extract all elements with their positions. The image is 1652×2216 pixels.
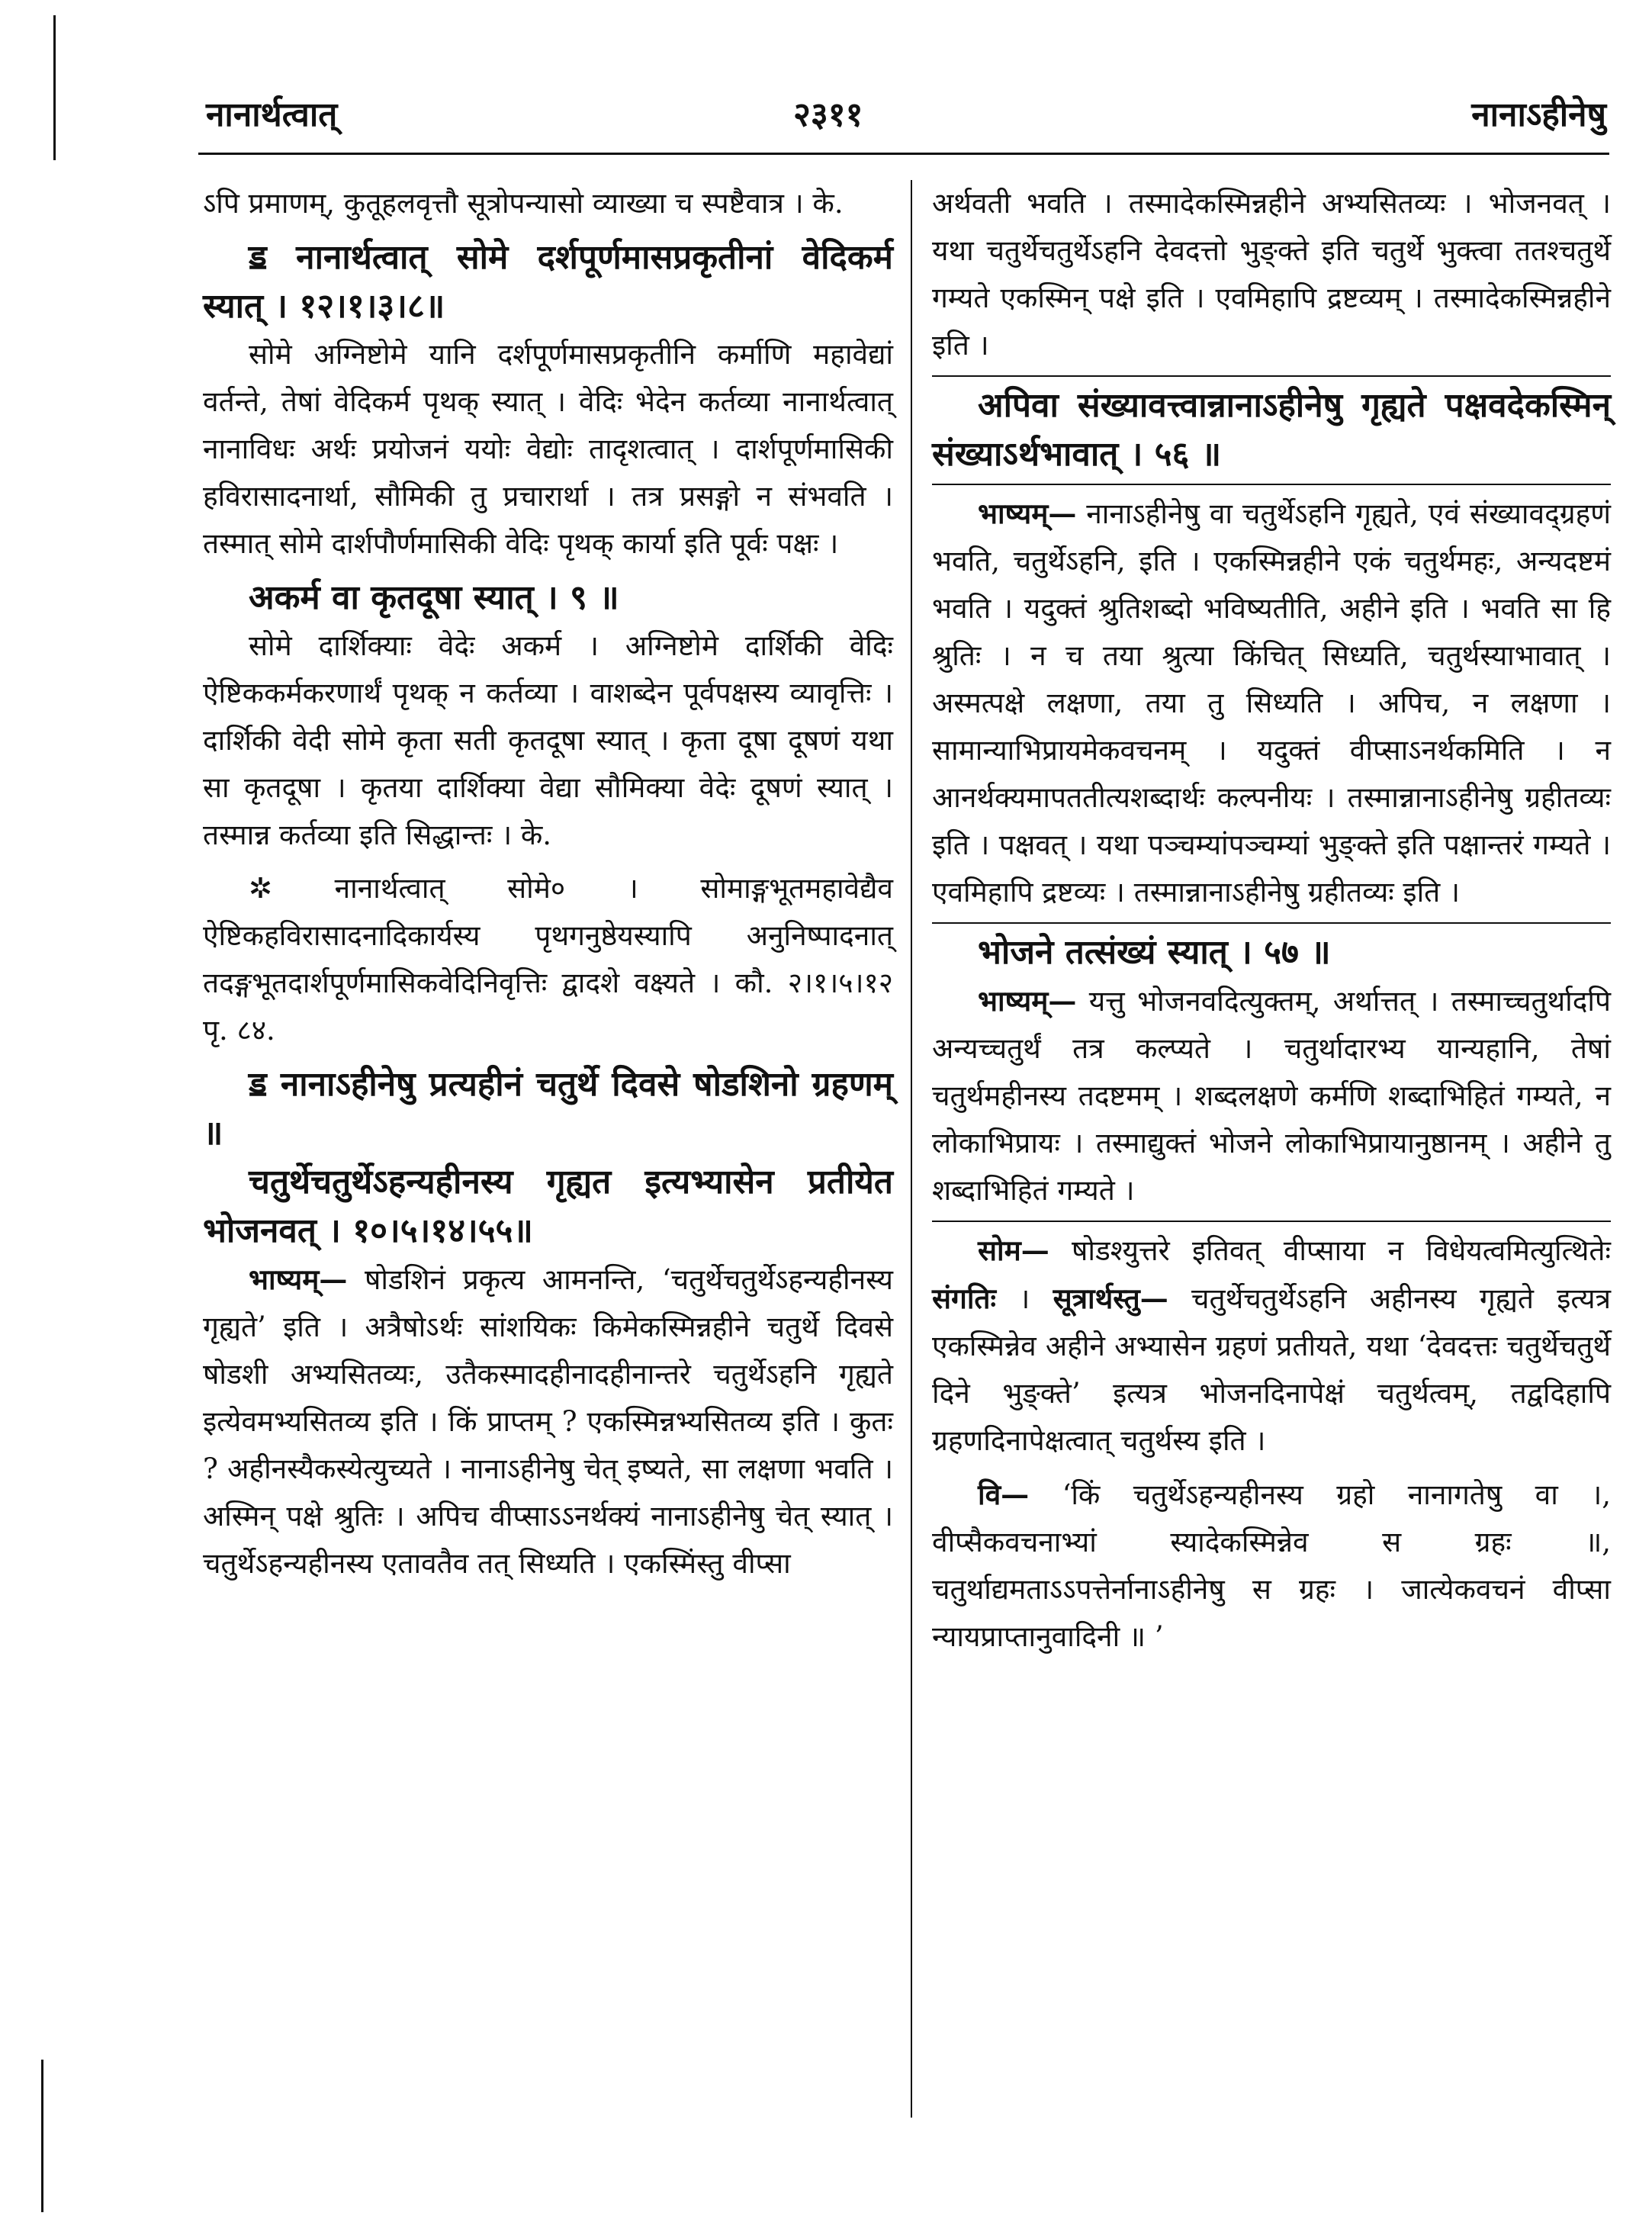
- page-number: २३११: [793, 95, 863, 134]
- right-para-4: [932, 1227, 1611, 1465]
- header-right: नानाऽहीनेषु: [1471, 95, 1606, 134]
- right-para-3: [932, 977, 1611, 1214]
- right-para-4a: षोडश्युत्तरे इतिवत् वीप्साया न विधेयत्वमित्युत्थितेः: [1072, 1234, 1611, 1267]
- right-sutra-1: अपिवा संख्यावत्त्वान्नानाऽहीनेषु गृह्यते पक्षवदेकस्मिन् संख्याऽर्थभावात् । ५६ ॥: [932, 386, 1611, 474]
- right-column: [932, 180, 1611, 1667]
- right-sutra-2: भोजने तत्संख्यं स्यात् । ५७ ॥: [978, 933, 1331, 972]
- left-para-5-text: षोडशिनं प्रकृत्य आमनन्ति, ‘चतुर्थेचतुर्थेऽहन्यहीनस्य गृह्यते’ इति । अत्रैषोऽर्थः सांशयिकः किमेकस्मिन्नहीने चतुर्थे दिवसे षोडशी अभ्यसितव्यः, उतैकस्मादहीनादहीनान्तरे चतुर्थेऽहनि गृह्यते इत्येवमभ्यसितव्य इति । किं प्राप्तम् ? एकस्मिन्नभ्यसितव्य इति । कुतः ? अहीनस्यैकस्येत्युच्यते । नानाऽहीनेषु चेत् इष्यते, सा लक्षणा भवति । अस्मिन् पक्षे श्रुतिः । अपिच वीप्साऽऽनर्थक्यं नानाऽहीनेषु चेत् स्यात् । चतुर्थेऽहन्यहीनस्य एतावतैव तत् सिध्यति । एकस्मिंस्तु वीप्सा: [203, 1263, 893, 1580]
- right-para-2-text: नानाऽहीनेषु वा चतुर्थेऽहनि गृह्यते, एवं संख्यावद्ग्रहणं भवति, चतुर्थेऽहनि, इति । एकस्मिन्नहीने एकं चतुर्थमहः, अन्यदष्टमं भवति । यदुक्तं श्रुतिशब्दो भविष्यतीति, अहीने इति । भवति सा हि श्रुतिः । न च तया श्रुत्या किंचित् सिध्यति, चतुर्थस्याभावात् । अस्मत्पक्षे लक्षणा, तया तु सिध्यति । अपिच, न लक्षणा । सामान्याभिप्रायमेकवचनम् । यदुक्तं वीप्साऽनर्थकमिति । न आनर्थक्यमापततीत्यशब्दार्थः कल्पनीयः । तस्मान्नानाऽहीनेषु ग्रहीतव्यः इति । पक्षवत् । यथा पञ्चम्यांपञ्चम्यां भुङ्क्ते इति पक्षान्तरं गम्यते । एवमिहापि द्रष्टव्यः । तस्मान्नानाऽहीनेषु ग्रहीतव्यः इति ।: [932, 497, 1612, 909]
- sutra-4: चतुर्थेचतुर्थेऽहन्यहीनस्य गृह्यत इत्यभ्यासेन प्रतीयेत भोजनवत् । १०।५।१४।५५॥: [203, 1163, 893, 1250]
- sutra-3-text: नानाऽहीनेषु प्रत्यहीनं चतुर्थे दिवसे षोडशिनो ग्रहणम् ॥: [203, 1065, 893, 1153]
- sutra-3: [203, 1060, 893, 1158]
- sutra-mark-icon-2: ॾ: [249, 1065, 267, 1104]
- bhashya-label-3: भाष्यम्—: [978, 984, 1077, 1018]
- separator-1: [932, 375, 1611, 377]
- right-para-4b: ।: [996, 1282, 1053, 1315]
- right-para-5-text: ‘किं चतुर्थेऽहन्यहीनस्य ग्रहो नानागतेषु वा ।, वीप्सैकवचनाभ्यां स्यादेकस्मिन्नेव स ग्रहः ॥, चतुर्थाद्यमताऽऽपत्तेर्नानाऽहीनेषु स ग्रहः । जात्येकवचनं वीप्सा न्यायप्राप्तानुवादिनी ॥ ’: [932, 1478, 1612, 1653]
- right-para-2: [932, 490, 1611, 916]
- separator-3: [932, 922, 1611, 924]
- right-para-5: [932, 1471, 1611, 1661]
- sutra-1-text: नानार्थत्वात् सोमे दर्शपूर्णमासप्रकृतीनां वेदिकर्म स्यात् । १२।१।३।८॥: [203, 238, 893, 326]
- page-header: [206, 90, 1606, 143]
- right-para-3-text: यत्तु भोजनवदित्युक्तम्, अर्थात्तत् । तस्माच्चतुर्थादपि अन्यच्चतुर्थं तत्र कल्प्यते । चतुर्थादारभ्य यान्यहानि, तेषां चतुर्थमहीनस्य तदष्टमम् । शब्दलक्षणे कर्मणि शब्दाभिहितं गम्यते, न लोकाभिप्रायः । तस्माद्युक्तं भोजने लोकाभिप्रायानुष्ठानम् । अहीने तु शब्दाभिहितं गम्यते ।: [932, 985, 1612, 1207]
- soma-label: सोम—: [978, 1233, 1049, 1267]
- margin-rule-top: [53, 15, 56, 160]
- right-para-1: अर्थवती भवति । तस्मादेकस्मिन्नहीने अभ्यसितव्यः । भोजनवत् । यथा चतुर्थेचतुर्थेऽहनि देवदत्तो भुङ्क्ते इति चतुर्थे भुक्त्वा ततश्चतुर्थे गम्यते एकस्मिन् पक्षे इति । एवमिहापि द्रष्टव्यम् । तस्मादेकस्मिन्नहीने इति ।: [932, 187, 1611, 362]
- left-para-5: [203, 1256, 893, 1587]
- separator-2: [932, 484, 1611, 485]
- sangati-label: संगतिः: [932, 1282, 996, 1315]
- sutrartha-label: सूत्रार्थस्तु—: [1053, 1282, 1168, 1315]
- right-para-4c: चतुर्थेचतुर्थेऽहनि अहीनस्य गृह्यते इत्यत्र एकस्मिन्नेव अहीने अभ्यासेन ग्रहणं प्रतीयते, यथा ‘देवदत्तः चतुर्थेचतुर्थे दिने भुङ्क्ते’ इत्यत्र भोजनदिनापेक्षं चतुर्थत्वम्, तद्वदिहापि ग्रहणदिनापेक्षत्वात् चतुर्थस्य इति ।: [932, 1282, 1611, 1457]
- sutra-1: [203, 233, 893, 331]
- header-left: नानार्थत्वात्: [206, 95, 338, 134]
- header-rule: [198, 153, 1609, 155]
- left-column: [203, 180, 893, 1594]
- left-para-3: सोमे दार्शिक्याः वेदेः अकर्म । अग्निष्टोमे दार्शिकी वेदिः ऐष्टिककर्मकरणार्थं पृथक् न कर्तव्या । वाशब्देन पूर्वपक्षस्य व्यावृत्तिः । दार्शिकी वेदी सोमे कृता सती कृतदूषा स्यात् । कृता दूषा दूषणं यथा सा कृतदूषा । कृतया दार्शिक्या वेद्या सौमिक्या वेदेः दूषणं स्यात् । तस्मान्न कर्तव्या इति सिद्धान्तः । के.: [203, 629, 893, 851]
- bhashya-label-2: भाष्यम्—: [978, 497, 1077, 530]
- sutra-mark-icon: ॾ: [249, 238, 267, 277]
- vi-label: वि—: [978, 1478, 1030, 1511]
- bhashya-label: भाष्यम्—: [249, 1262, 348, 1296]
- sutra-2: अकर्म वा कृतदूषा स्यात् । ९ ॥: [249, 578, 619, 617]
- left-para-4: ✲ नानार्थत्वात् सोमे० । सोमाङ्गभूतमहावेद्यैव ऐष्टिकहविरासादनादिकार्यस्य पृथगनुष्ठेयस्यापि अनुनिष्पादनात् तदङ्गभूतदार्शपूर्णमासिकवेदिनिवृत्तिः द्वादशे वक्ष्यते । कौ. २।१।५।१२ पृ. ८४.: [203, 872, 893, 1047]
- left-para-2: सोमे अग्निष्टोमे यानि दर्शपूर्णमासप्रकृतीनि कर्माणि महावेद्यां वर्तन्ते, तेषां वेदिकर्म पृथक् स्यात् । वेदिः भेदेन कर्तव्या नानार्थत्वात् नानाविधः अर्थः प्रयोजनं ययोः वेद्योः तादृशत्वात् । दार्शपूर्णमासिकी हविरासादनार्था, सौमिकी तु प्रचारार्था । तत्र प्रसङ्गो न संभवति । तस्मात् सोमे दार्शपौर्णमासिकी वेदिः पृथक् कार्या इति पूर्वः पक्षः ।: [203, 338, 893, 560]
- column-rule: [911, 180, 912, 2118]
- left-para-1: ऽपि प्रमाणम्, कुतूहलवृत्तौ सूत्रोपन्यासो व्याख्या च स्पष्टैवात्र । के.: [203, 187, 844, 220]
- separator-4: [932, 1221, 1611, 1222]
- margin-rule-bottom: [41, 2060, 43, 2212]
